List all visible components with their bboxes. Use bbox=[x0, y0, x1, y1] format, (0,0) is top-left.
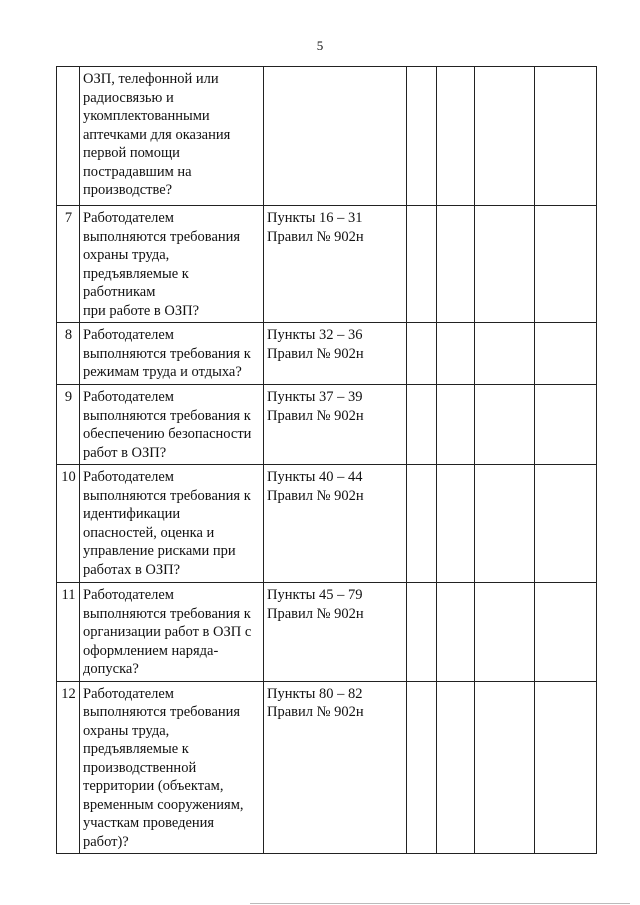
answer-yes-cell bbox=[407, 67, 437, 206]
question-text: Работодателем выполняются требования к идентификации опасностей, оценка и управление рисками при работах в ОЗП? bbox=[80, 465, 264, 583]
table-row bbox=[57, 583, 597, 682]
question-text: Работодателем выполняются требования к организации работ в ОЗП с оформлением наряда- допуска? bbox=[80, 583, 264, 682]
question-text: Работодателем выполняются требования к режимам труда и отдыха? bbox=[80, 323, 264, 385]
scan-edge-line bbox=[250, 903, 630, 904]
note-cell bbox=[535, 206, 597, 323]
answer-yes-cell bbox=[407, 583, 437, 682]
answer-yes-cell bbox=[407, 465, 437, 583]
answer-no-cell bbox=[437, 465, 475, 583]
note-cell bbox=[535, 465, 597, 583]
row-number: 8 bbox=[57, 323, 80, 385]
note-cell bbox=[535, 385, 597, 465]
note-cell bbox=[535, 67, 597, 206]
checklist-table bbox=[56, 66, 597, 854]
not-applicable-cell bbox=[475, 681, 535, 854]
not-applicable-cell bbox=[475, 206, 535, 323]
question-text: ОЗП, телефонной или радиосвязью и укомплектованными аптечками для оказания первой помощи пострадавшим на производстве? bbox=[80, 67, 264, 206]
note-cell bbox=[535, 323, 597, 385]
answer-yes-cell bbox=[407, 385, 437, 465]
question-text: Работодателем выполняются требования охраны труда, предъявляемые к производственной территории (объектам, временным сооружениям, участкам проведения работ)? bbox=[80, 681, 264, 854]
answer-no-cell bbox=[437, 681, 475, 854]
table-row bbox=[57, 681, 597, 854]
answer-no-cell bbox=[437, 67, 475, 206]
answer-yes-cell bbox=[407, 681, 437, 854]
legal-reference: Пункты 80 – 82 Правил № 902н bbox=[264, 681, 407, 854]
row-number bbox=[57, 67, 80, 206]
table-row bbox=[57, 206, 597, 323]
answer-no-cell bbox=[437, 206, 475, 323]
legal-reference: Пункты 45 – 79 Правил № 902н bbox=[264, 583, 407, 682]
legal-reference: Пункты 16 – 31 Правил № 902н bbox=[264, 206, 407, 323]
not-applicable-cell bbox=[475, 323, 535, 385]
legal-reference: Пункты 37 – 39 Правил № 902н bbox=[264, 385, 407, 465]
table-row bbox=[57, 465, 597, 583]
question-text: Работодателем выполняются требования к обеспечению безопасности работ в ОЗП? bbox=[80, 385, 264, 465]
row-number: 9 bbox=[57, 385, 80, 465]
table-row bbox=[57, 67, 597, 206]
page-number: 5 bbox=[316, 38, 324, 53]
note-cell bbox=[535, 681, 597, 854]
not-applicable-cell bbox=[475, 385, 535, 465]
legal-reference: Пункты 40 – 44 Правил № 902н bbox=[264, 465, 407, 583]
row-number: 7 bbox=[57, 206, 80, 323]
not-applicable-cell bbox=[475, 67, 535, 206]
legal-reference bbox=[264, 67, 407, 206]
question-text: Работодателем выполняются требования охраны труда, предъявляемые к работникам при работе в ОЗП? bbox=[80, 206, 264, 323]
row-number: 12 bbox=[57, 681, 80, 854]
answer-yes-cell bbox=[407, 323, 437, 385]
answer-no-cell bbox=[437, 385, 475, 465]
table-row bbox=[57, 323, 597, 385]
not-applicable-cell bbox=[475, 465, 535, 583]
not-applicable-cell bbox=[475, 583, 535, 682]
note-cell bbox=[535, 583, 597, 682]
row-number: 11 bbox=[57, 583, 80, 682]
answer-no-cell bbox=[437, 583, 475, 682]
answer-no-cell bbox=[437, 323, 475, 385]
legal-reference: Пункты 32 – 36 Правил № 902н bbox=[264, 323, 407, 385]
table-row bbox=[57, 385, 597, 465]
answer-yes-cell bbox=[407, 206, 437, 323]
row-number: 10 bbox=[57, 465, 80, 583]
